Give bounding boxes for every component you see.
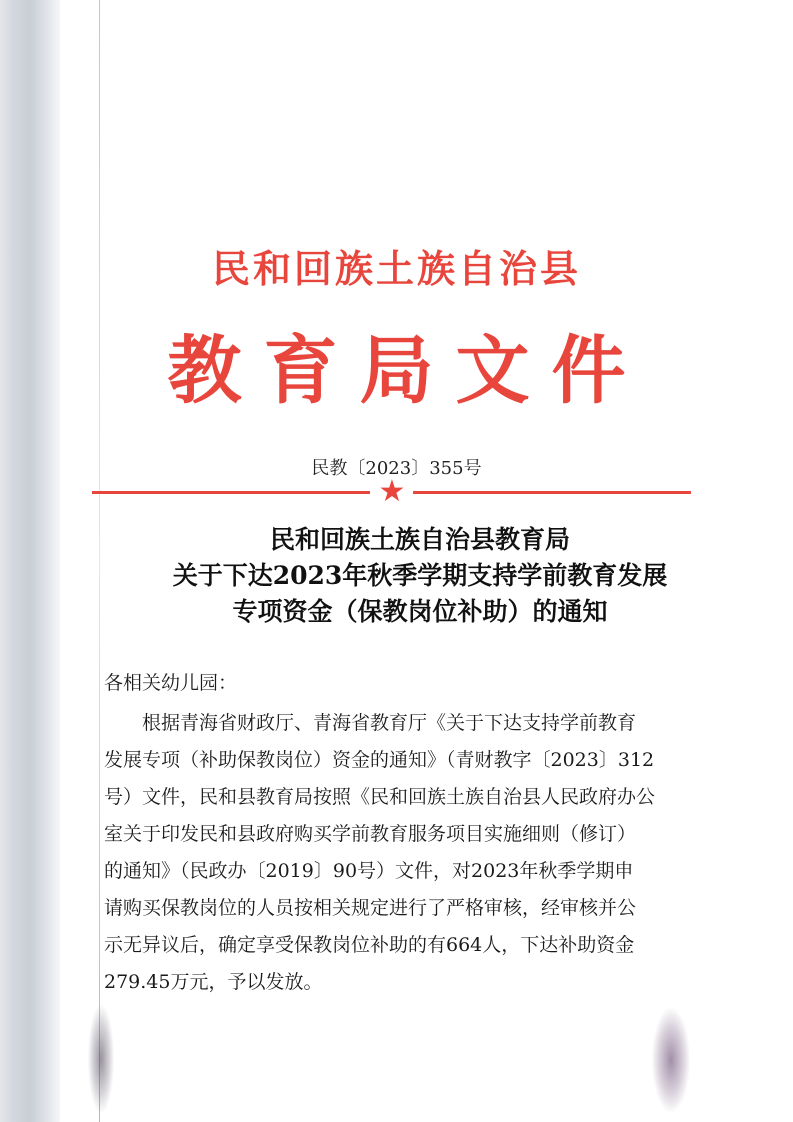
- body-line: 号）文件，民和县教育局按照《民和回族土族自治县人民政府办公: [104, 786, 656, 808]
- body-line: 请购买保教岗位的人员按相关规定进行了严格审核，经审核并公: [104, 897, 637, 919]
- body-line: 发展专项（补助保教岗位）资金的通知》（青财教字〔2023〕312: [104, 749, 655, 771]
- body-line: 的通知》（民政办〔2019〕90号）文件，对2023年秋季学期申: [104, 860, 634, 882]
- notice-title-line: 民和回族土族自治县教育局: [269, 525, 570, 554]
- scan-edge-shadow: [0, 0, 60, 1122]
- salutation: 各相关幼儿园：: [104, 672, 238, 694]
- document-banner: 教育局文件: [167, 328, 648, 414]
- header-rule-left: [92, 491, 370, 494]
- star-icon: ★: [378, 474, 406, 509]
- notice-title-line: 专项资金（保教岗位补助）的通知: [232, 597, 608, 626]
- document-number: 民教〔2023〕355号: [311, 458, 482, 479]
- body-line: 279.45万元，予以发放。: [104, 971, 323, 993]
- body-line: 示无异议后，确定享受保教岗位补助的有664人，下达补助资金: [104, 934, 635, 956]
- notice-title: [80, 522, 760, 630]
- scan-smudge-left: [88, 1005, 114, 1113]
- body-line: 室关于印发民和县政府购买学前教育服务项目实施细则（修订）: [104, 823, 637, 845]
- notice-title-line: 关于下达2023年秋季学期支持学前教育发展: [172, 561, 668, 590]
- body-line: 根据青海省财政厅、青海省教育厅《关于下达支持学前教育: [142, 712, 637, 734]
- header-rule-right: [413, 491, 691, 494]
- body-paragraph: [104, 705, 694, 1001]
- org-title: 民和回族土族自治县: [211, 246, 581, 291]
- scan-smudge-right: [652, 1008, 690, 1112]
